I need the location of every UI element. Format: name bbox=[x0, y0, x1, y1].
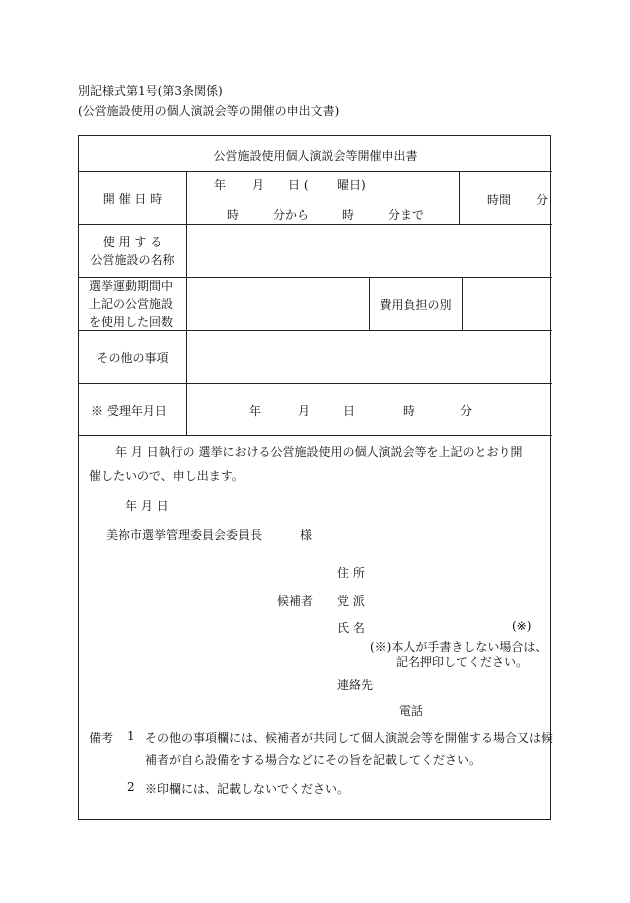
remark2-number: 2 bbox=[127, 780, 135, 794]
remarks-label: 備考 bbox=[89, 731, 114, 745]
row-divider bbox=[79, 224, 552, 225]
received-minute: 分 bbox=[460, 404, 473, 418]
usage-label-line1: 選挙運動期間中 bbox=[89, 279, 174, 293]
received-year: 年 bbox=[249, 404, 262, 418]
row-divider bbox=[79, 435, 552, 436]
phone-label: 電話 bbox=[399, 704, 424, 718]
remark1-number: 1 bbox=[127, 729, 135, 743]
date-label: 開 催 日 時 bbox=[102, 192, 163, 206]
date-year: 年 bbox=[214, 178, 227, 192]
facility-label-line2: 公営施設の名称 bbox=[90, 253, 175, 267]
address-label: 住 所 bbox=[337, 566, 365, 580]
date-month: 月 bbox=[252, 178, 265, 192]
usage-count-label bbox=[89, 277, 173, 331]
name-label: 氏 名 bbox=[337, 621, 365, 635]
date-day: 日 ( bbox=[288, 178, 309, 192]
time-to-minute: 分まで bbox=[388, 208, 425, 222]
addressee-honorific: 様 bbox=[300, 528, 313, 542]
label-column-divider bbox=[186, 171, 187, 435]
row-divider bbox=[79, 171, 552, 172]
other-matters-label: その他の事項 bbox=[96, 351, 169, 365]
facility-label bbox=[79, 233, 186, 269]
facility-label-line1: 使 用 す る bbox=[102, 235, 163, 249]
application-para-line1: 年 月 日執行の 選挙における公営施設使用の個人演説会等を上記のとおり開 bbox=[115, 445, 523, 459]
row-divider bbox=[79, 383, 552, 384]
form-number bbox=[78, 81, 339, 121]
addressee: 美祢市選挙管理委員会委員長 bbox=[106, 528, 263, 542]
date-weekday: 曜日) bbox=[337, 178, 366, 192]
cost-burden-label: 費用負担の別 bbox=[379, 298, 452, 312]
time-to-hour: 時 bbox=[342, 208, 355, 222]
usage-label-line3: を使用した回数 bbox=[89, 315, 174, 329]
time-from-hour: 時 bbox=[227, 208, 240, 222]
form-title: 公営施設使用個人演説会等開催申出書 bbox=[213, 149, 418, 163]
form-subtitle: (公営施設使用の個人演説会等の開催の申出文書) bbox=[78, 104, 340, 118]
remark2-text: ※印欄には、記載しないでください。 bbox=[145, 782, 350, 796]
remark1-line1: その他の事項欄には、候補者が共同して個人演説会等を開催する場合又は候 bbox=[145, 731, 554, 745]
received-date-label: ※ 受理年月日 bbox=[91, 404, 167, 418]
received-hour: 時 bbox=[403, 404, 416, 418]
contact-label: 連絡先 bbox=[337, 678, 374, 692]
time-from-minute: 分から bbox=[273, 208, 310, 222]
application-para-line2: 催したいので、申し出ます。 bbox=[89, 469, 244, 483]
duration-hours: 時間 bbox=[487, 193, 512, 207]
handwriting-note-line2: 記名押印してください。 bbox=[396, 655, 529, 669]
duration-column-divider bbox=[459, 171, 460, 224]
received-month: 月 bbox=[298, 404, 311, 418]
usage-label-line2: 上記の公営施設 bbox=[89, 297, 174, 311]
duration-minutes: 分 bbox=[536, 193, 549, 207]
seal-mark: (※) bbox=[512, 619, 532, 633]
remark1-line2: 補者が自ら設備をする場合などにその旨を記載してください。 bbox=[145, 753, 482, 767]
application-form bbox=[78, 135, 554, 820]
handwriting-note-line1: (※)本人が手書きしない場合は、 bbox=[370, 640, 548, 654]
candidate-label: 候補者 bbox=[277, 594, 314, 608]
received-day: 日 bbox=[343, 404, 356, 418]
application-date: 年 月 日 bbox=[125, 499, 169, 513]
cost-value-divider bbox=[462, 277, 463, 330]
party-label: 党 派 bbox=[337, 594, 365, 608]
form-number-text: 別記様式第1号(第3条関係) bbox=[78, 84, 223, 98]
